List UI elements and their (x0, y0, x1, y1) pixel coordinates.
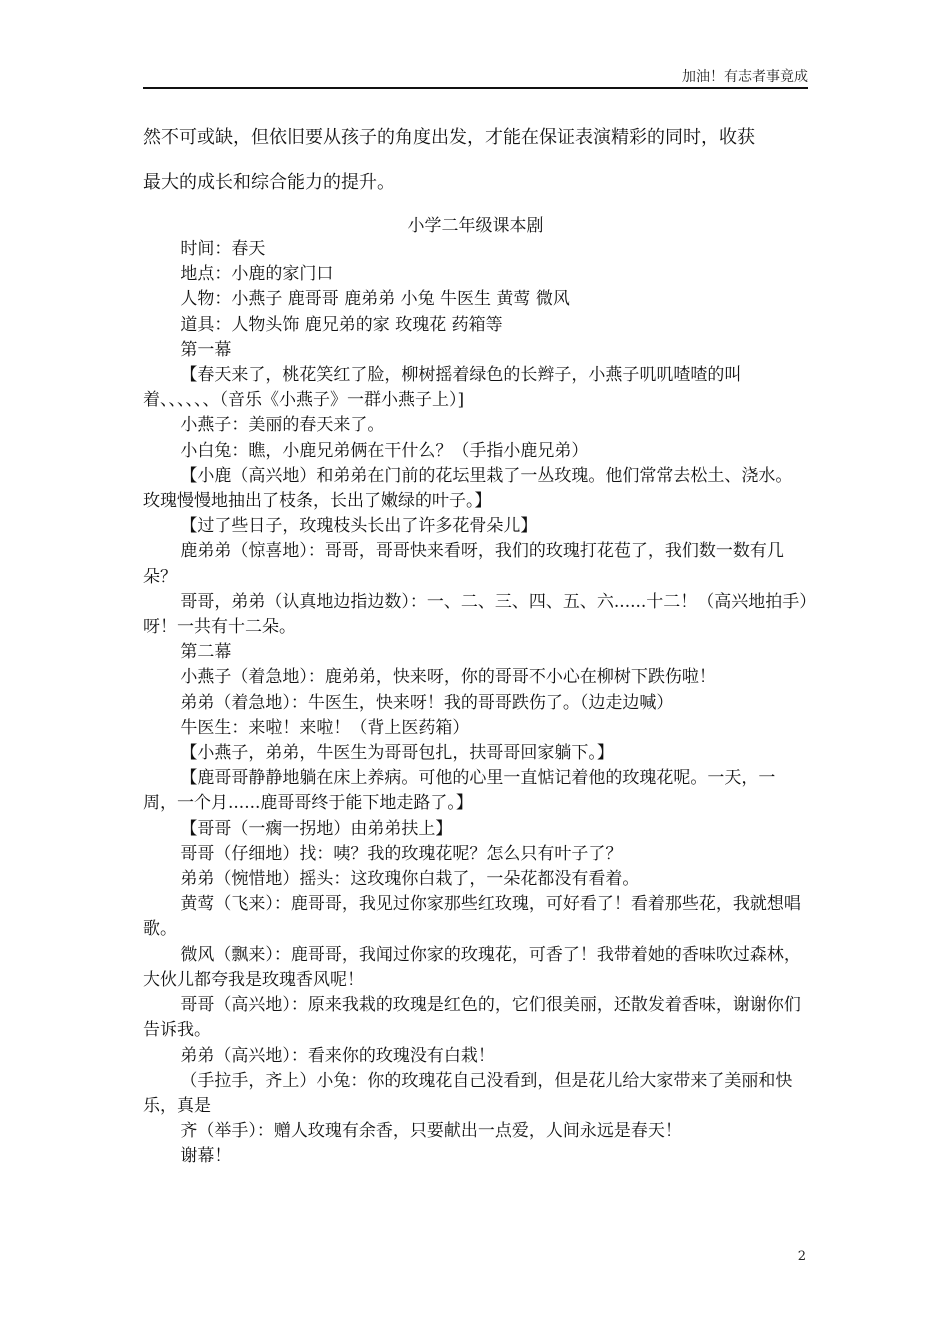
paragraph: （手拉手，齐上）小兔：你的玫瑰花自己没看到，但是花儿给大家带来了美丽和快乐，真是 (143, 1070, 793, 1116)
paragraph: 小白兔：瞧，小鹿兄弟俩在干什么？（手指小鹿兄弟） (180, 440, 589, 461)
paragraph: 【鹿哥哥静静地躺在床上养病。可他的心里一直惦记着他的玫瑰花呢。一天，一周，一个月......鹿哥哥终于能下地走路了。】 (143, 768, 776, 814)
paragraph: 哥哥（仔细地）找：咦？我的玫瑰花呢？怎么只有叶子了？ (180, 843, 623, 864)
paragraph: 【小燕子，弟弟，牛医生为哥哥包扎，扶哥哥回家躺下。】 (180, 743, 614, 764)
paragraph: 【小鹿（高兴地）和弟弟在门前的花坛里栽了一丛玫瑰。他们常常去松土、浇水。玫瑰慢慢地抽出了枝条，长出了嫩绿的叶子。】 (143, 465, 793, 512)
paragraph: 地点：小鹿的家门口 (180, 264, 334, 285)
paragraph: 【春天来了，桃花笑红了脸，柳树摇着绿色的长辫子，小燕子叽叽喳喳的叫着、、、、、、（音乐《小燕子》一群小燕子上）] (143, 365, 742, 411)
paragraph: 鹿弟弟（惊喜地）：哥哥，哥哥快来看呀，我们的玫瑰打花苞了，我们数一数有几朵？ (143, 541, 784, 587)
paragraph: 【过了些日子，玫瑰枝头长出了许多花骨朵儿】 (180, 516, 538, 537)
script-title: 小学二年级课本剧 (407, 216, 544, 236)
script-body (143, 237, 808, 1170)
header-rule (143, 87, 808, 89)
paragraph: 牛医生：来啦！来啦！（背上医药箱） (180, 717, 470, 738)
paragraph: 【哥哥（一瘸一拐地）由弟弟扶上】 (180, 818, 453, 839)
paragraph: 哥哥（高兴地）：原来我栽的玫瑰是红色的，它们很美丽，还散发着香味，谢谢你们告诉我。 (143, 995, 801, 1041)
paragraph: 哥哥，弟弟（认真地边指边数）：一、二、三、四、五、六......十二！（高兴地拍手）呀！一共有十二朵。 (143, 591, 808, 638)
paragraph: 弟弟（高兴地）：看来你的玫瑰没有白栽！ (180, 1045, 495, 1066)
page-header-text: 加油！有志者事竟成 (682, 69, 808, 85)
paragraph: 小燕子（着急地）：鹿弟弟，快来呀，你的哥哥不小心在柳树下跌伤啦！ (180, 667, 716, 688)
paragraph: 弟弟（惋惜地）摇头：这玫瑰你白栽了，一朵花都没有看着。 (180, 869, 640, 890)
paragraph: 第二幕 (180, 642, 232, 663)
paragraph: 道具：人物头饰 鹿兄弟的家 玫瑰花 药箱等 (180, 314, 503, 335)
paragraph: 齐（举手）：赠人玫瑰有余香，只要献出一点爱，人间永远是春天！ (180, 1121, 682, 1142)
paragraph: 小燕子：美丽的春天来了。 (180, 415, 385, 436)
paragraph: 时间：春天 (180, 239, 266, 259)
paragraph: 谢幕！ (180, 1146, 232, 1167)
paragraph: 第一幕 (180, 339, 232, 360)
page-number: 2 (797, 1249, 806, 1264)
intro-line-2: 最大的成长和综合能力的提升。 (143, 172, 395, 193)
paragraph: 微风（飘来）：鹿哥哥，我闻过你家的玫瑰花，可香了！我带着她的香味吹过森林，大伙儿都夸我是玫瑰香风呢！ (143, 944, 801, 990)
paragraph: 弟弟（着急地）：牛医生，快来呀！我的哥哥跌伤了。（边走边喊） (180, 692, 674, 713)
intro-line-1: 然不可或缺，但依旧要从孩子的角度出发，才能在保证表演精彩的同时，收获 (143, 127, 755, 148)
paragraph: 人物：小燕子 鹿哥哥 鹿弟弟 小兔 牛医生 黄莺 微风 (180, 289, 570, 310)
paragraph: 黄莺（飞来）：鹿哥哥，我见过你家那些红玫瑰，可好看了！看着那些花，我就想唱歌。 (143, 894, 801, 940)
